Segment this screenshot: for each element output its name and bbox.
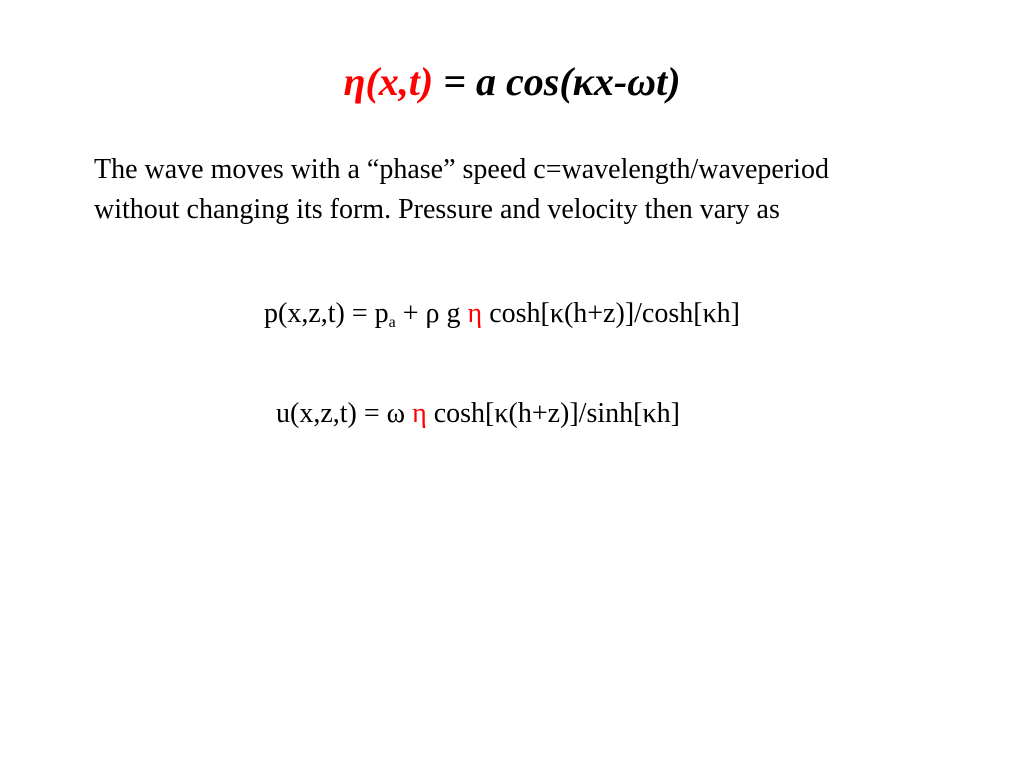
pressure-eq-part-c: cosh[κ(h+z)]/cosh[κh] [482,298,740,329]
body-line-1: The wave moves with a “phase” speed c=wavelength/waveperiod [94,154,829,185]
velocity-eq-part-c: cosh[κ(h+z)]/sinh[κh] [426,398,680,429]
body-paragraph [94,150,1014,230]
velocity-eq-eta: η [412,398,427,429]
pressure-eq-part-a: p(x,z,t) = p [264,298,389,329]
slide-title [0,56,1024,108]
velocity-equation [276,396,680,432]
title-rhs: = a cos(κx-ωt) [433,59,681,104]
body-line-2: without changing its form. Pressure and velocity then vary as [94,194,780,225]
pressure-eq-eta: η [467,298,483,329]
velocity-eq-part-a: u(x,z,t) = ω [276,398,413,429]
pressure-eq-part-b: + ρ g [395,298,468,329]
title-lhs: η(x,t) [343,59,434,104]
pressure-eq-subscript: a [388,314,396,331]
pressure-equation [264,296,740,332]
